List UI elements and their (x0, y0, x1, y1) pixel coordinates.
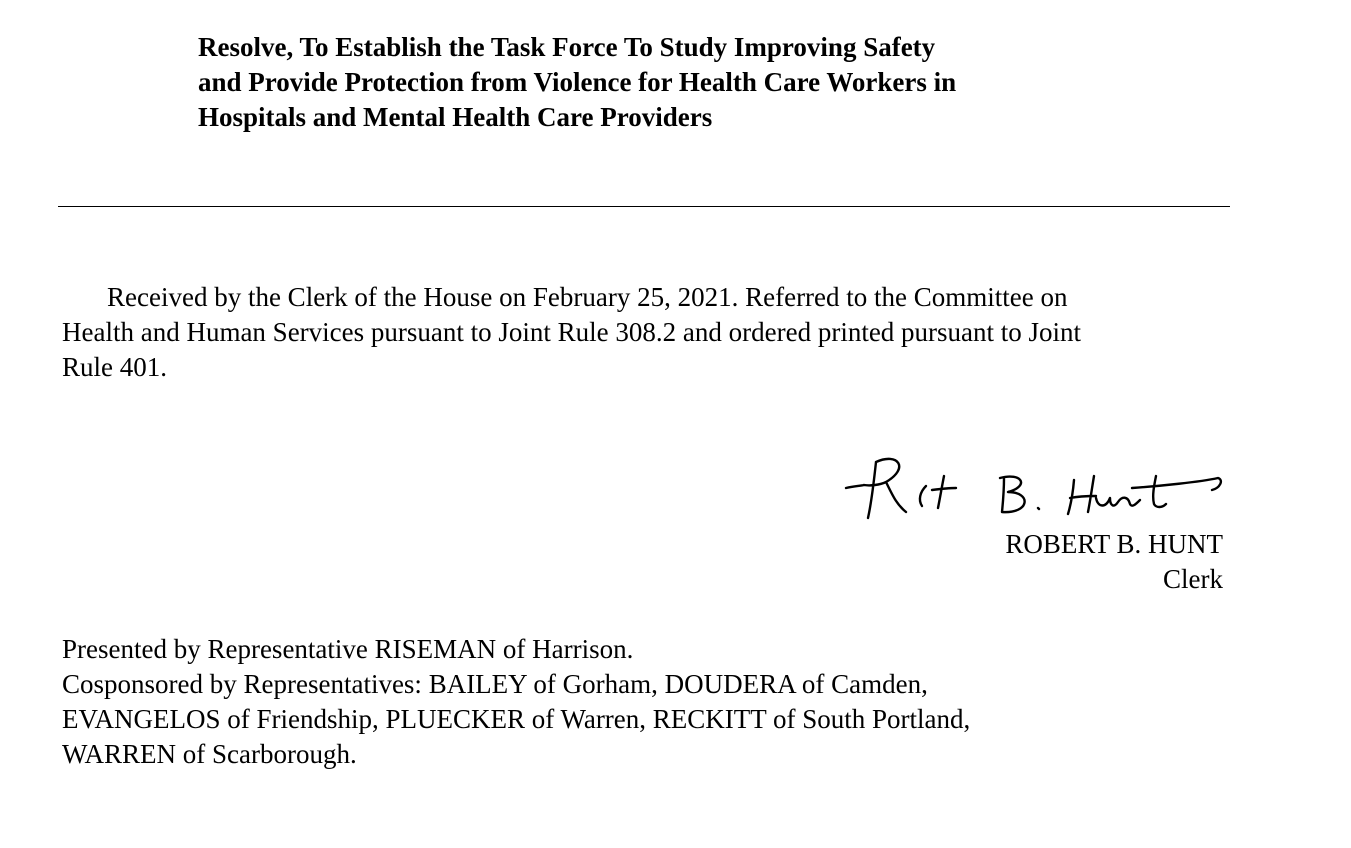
signature-stroke-unt (1096, 498, 1140, 506)
cosponsor-line-2: EVANGELOS of Friendship, PLUECKER of Warren, RECKITT of South Portland, (62, 704, 971, 734)
clerk-block (1005, 527, 1223, 597)
clerk-name: ROBERT B. HUNT (1005, 529, 1223, 559)
received-line-2: Health and Human Services pursuant to Joint Rule 308.2 and ordered printed pursuant to Joint (62, 317, 1082, 347)
signature-stroke-r (846, 459, 906, 518)
title-line-1: Resolve, To Establish the Task Force To Study Improving Safety (198, 32, 936, 62)
horizontal-divider (58, 206, 1230, 207)
signature-stroke-final-t (1132, 476, 1221, 507)
received-line-3: Rule 401. (62, 352, 167, 382)
received-line-1: Received by the Clerk of the House on February 25, 2021. Referred to the Committee on (107, 282, 1068, 312)
cosponsor-line-1: Cosponsored by Representatives: BAILEY of Gorham, DOUDERA of Camden, (62, 669, 928, 699)
presented-by-line: Presented by Representative RISEMAN of Harrison. (62, 634, 634, 664)
cosponsor-line-3: WARREN of Scarborough. (62, 739, 357, 769)
signature-stroke-paren (920, 486, 926, 506)
clerk-signature (840, 452, 1230, 528)
document-title (198, 30, 1098, 135)
title-line-3: Hospitals and Mental Health Care Providers (198, 102, 713, 132)
received-paragraph (62, 280, 1232, 385)
signature-stroke-b (1000, 477, 1025, 513)
signature-stroke-t (932, 476, 956, 508)
signature-stroke-h (1068, 476, 1096, 514)
title-line-2: and Provide Protection from Violence for Health Care Workers in (198, 67, 957, 97)
clerk-title: Clerk (1163, 564, 1223, 594)
sponsors-paragraph (62, 632, 1232, 772)
signature-stroke-dot (1038, 508, 1039, 509)
